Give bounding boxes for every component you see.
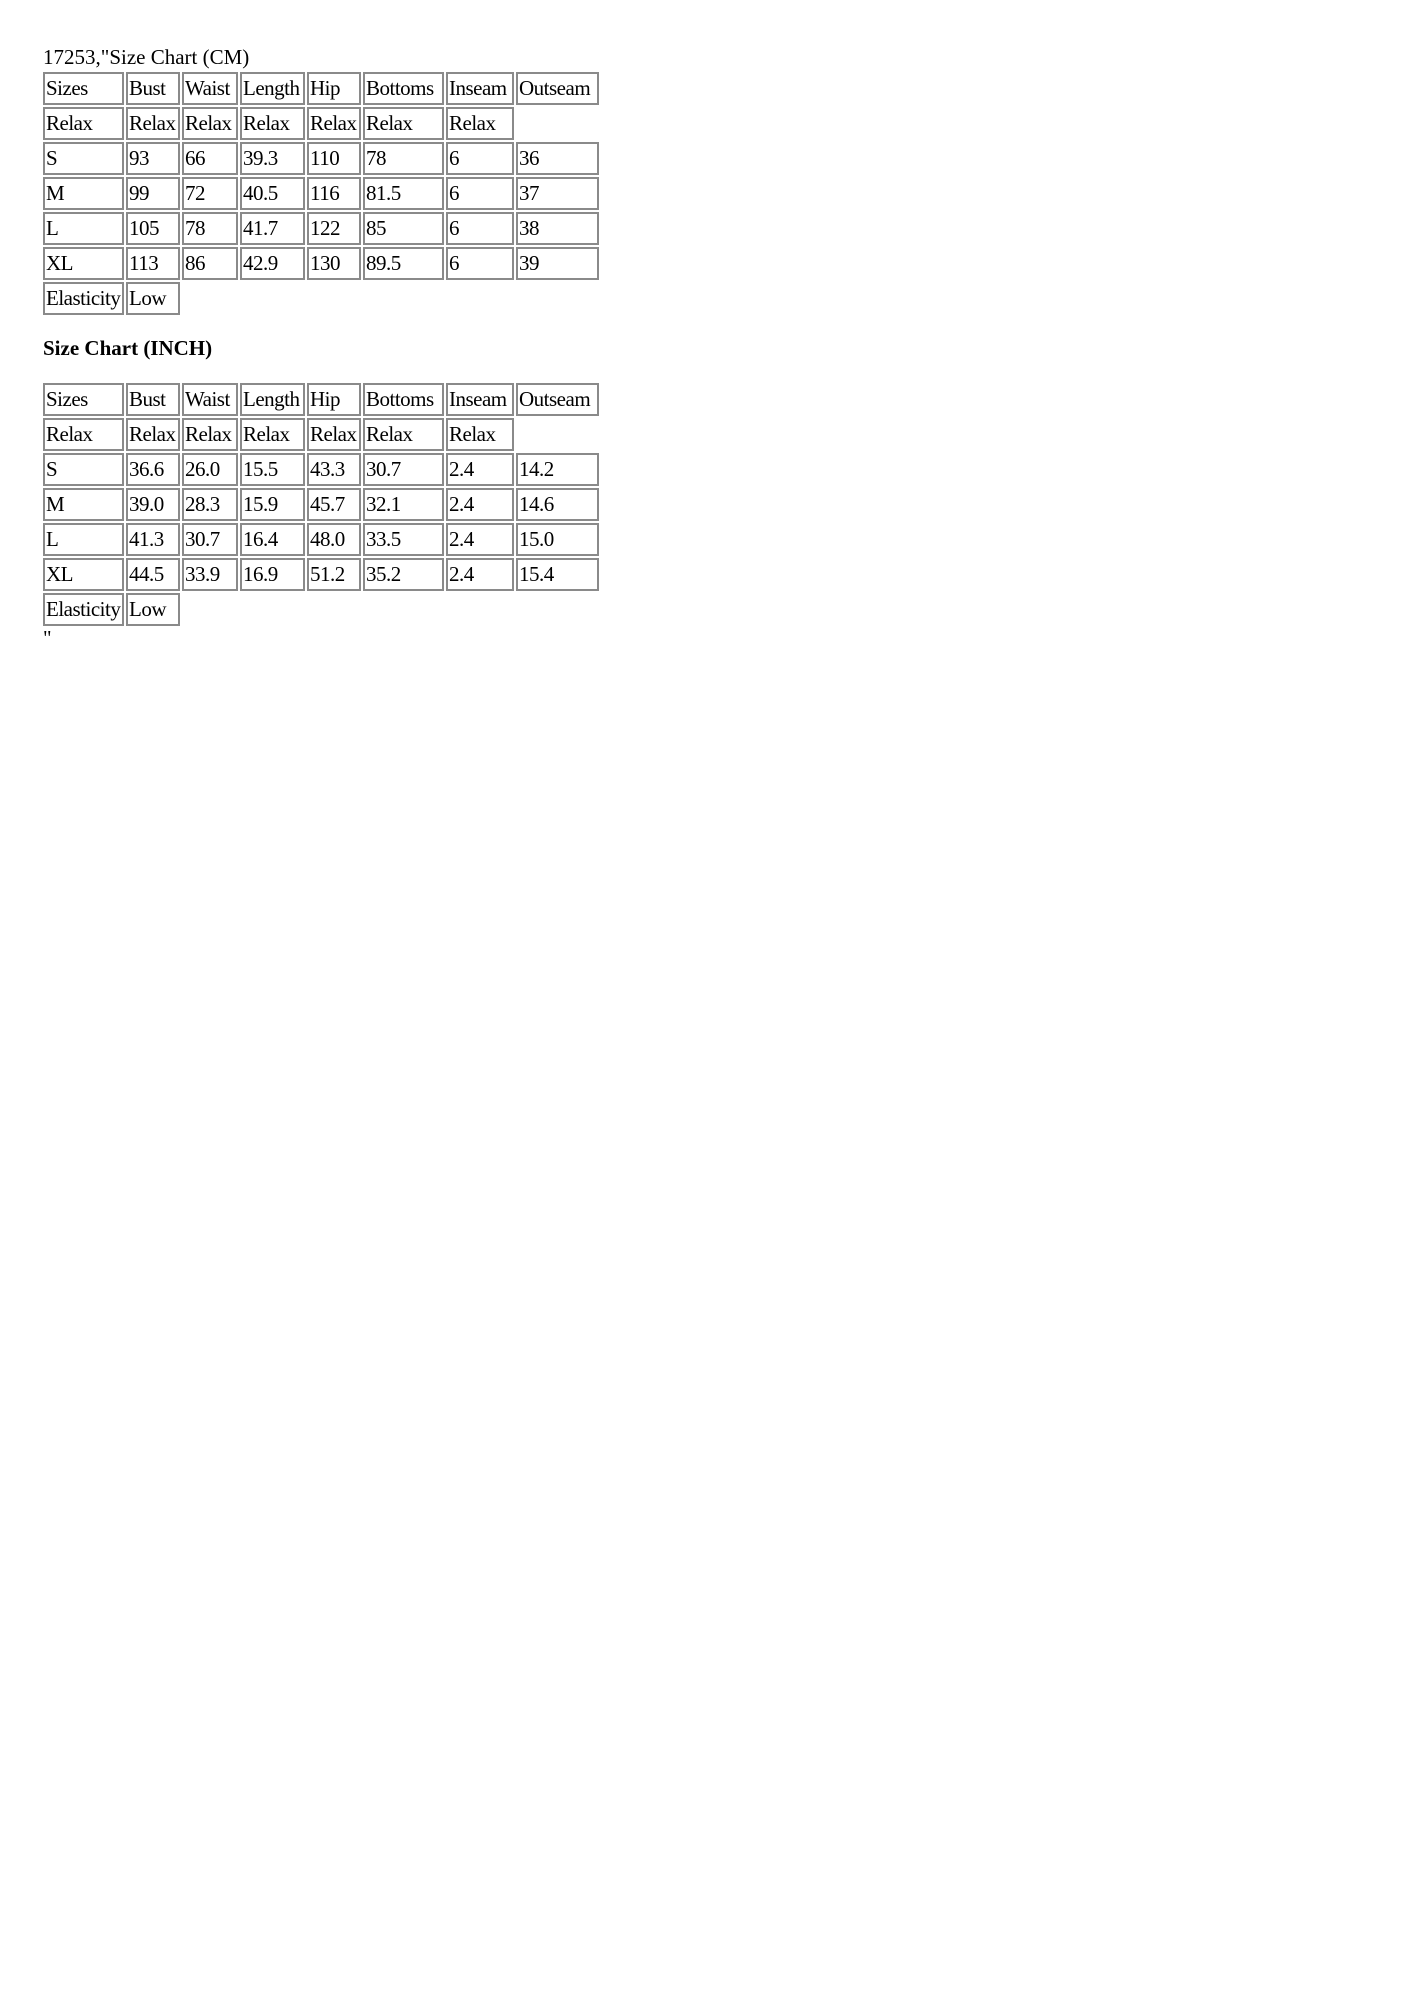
table-cell: Sizes <box>43 72 124 105</box>
table-cell: Outseam <box>516 383 599 416</box>
table-row <box>43 177 599 210</box>
table-cell: 6 <box>446 177 514 210</box>
table-cell: 15.4 <box>516 558 599 591</box>
table-cell: Relax <box>126 418 180 451</box>
table-cell: 2.4 <box>446 488 514 521</box>
empty-cell <box>446 282 514 315</box>
table-cell: Inseam <box>446 72 514 105</box>
table-cell: 33.5 <box>363 523 444 556</box>
table-cell: 89.5 <box>363 247 444 280</box>
table-cell: 86 <box>182 247 238 280</box>
table-cell: 105 <box>126 212 180 245</box>
empty-cell <box>516 107 599 140</box>
table-cell: Hip <box>307 72 361 105</box>
document-page <box>43 44 601 648</box>
table-cell: Bottoms <box>363 383 444 416</box>
table-cell: S <box>43 453 124 486</box>
table-cell: Relax <box>182 418 238 451</box>
empty-cell <box>307 282 361 315</box>
table-cell: Waist <box>182 383 238 416</box>
empty-cell <box>363 593 444 626</box>
size-chart-inch-heading: Size Chart (INCH) <box>43 336 213 360</box>
table-cell: M <box>43 177 124 210</box>
table-cell: Length <box>240 72 305 105</box>
table-cell: Relax <box>43 107 124 140</box>
table-cell: 48.0 <box>307 523 361 556</box>
table-cell: 14.2 <box>516 453 599 486</box>
empty-cell <box>516 282 599 315</box>
table-cell: 16.9 <box>240 558 305 591</box>
table-row <box>43 558 599 591</box>
table-cell: Outseam <box>516 72 599 105</box>
table-cell: 37 <box>516 177 599 210</box>
table-cell: Sizes <box>43 383 124 416</box>
table-cell: Waist <box>182 72 238 105</box>
size-chart-cm-table <box>41 70 601 317</box>
empty-cell <box>363 282 444 315</box>
table-cell: 122 <box>307 212 361 245</box>
table-row <box>43 383 599 416</box>
closing-quote: " <box>43 626 52 650</box>
table-cell: 43.3 <box>307 453 361 486</box>
table-cell: 113 <box>126 247 180 280</box>
table-row <box>43 453 599 486</box>
table-cell: M <box>43 488 124 521</box>
table-cell: 130 <box>307 247 361 280</box>
table-cell: 6 <box>446 212 514 245</box>
table-cell: 39.0 <box>126 488 180 521</box>
empty-cell <box>182 593 238 626</box>
table-cell: Relax <box>182 107 238 140</box>
table-cell: 99 <box>126 177 180 210</box>
size-chart-inch-table <box>41 381 601 628</box>
table-cell: 40.5 <box>240 177 305 210</box>
table-cell: 14.6 <box>516 488 599 521</box>
table-cell: 51.2 <box>307 558 361 591</box>
table-cell: S <box>43 142 124 175</box>
intro-line: 17253,"Size Chart (CM) <box>43 45 250 69</box>
table-cell: 32.1 <box>363 488 444 521</box>
table-row <box>43 107 599 140</box>
table-cell: 2.4 <box>446 523 514 556</box>
empty-cell <box>240 593 305 626</box>
empty-cell <box>182 282 238 315</box>
table-cell: Relax <box>307 418 361 451</box>
table-cell: 42.9 <box>240 247 305 280</box>
table-row <box>43 523 599 556</box>
table-cell: Bust <box>126 72 180 105</box>
table-cell: Elasticity <box>43 593 124 626</box>
table-cell: Relax <box>307 107 361 140</box>
table-row <box>43 247 599 280</box>
table-cell: XL <box>43 247 124 280</box>
empty-cell <box>307 593 361 626</box>
table-cell: L <box>43 212 124 245</box>
table-cell: Relax <box>43 418 124 451</box>
table-cell: 72 <box>182 177 238 210</box>
table-cell: 30.7 <box>182 523 238 556</box>
table-cell: 15.0 <box>516 523 599 556</box>
table-cell: 116 <box>307 177 361 210</box>
table-row <box>43 72 599 105</box>
table-cell: Bust <box>126 383 180 416</box>
table-cell: Relax <box>363 418 444 451</box>
table-cell: Low <box>126 282 180 315</box>
table-cell: 36.6 <box>126 453 180 486</box>
table-cell: 41.3 <box>126 523 180 556</box>
table-cell: 93 <box>126 142 180 175</box>
empty-cell <box>240 282 305 315</box>
table-cell: Bottoms <box>363 72 444 105</box>
table-cell: 15.5 <box>240 453 305 486</box>
table-cell: L <box>43 523 124 556</box>
table-row <box>43 418 599 451</box>
table-cell: Hip <box>307 383 361 416</box>
table-cell: 66 <box>182 142 238 175</box>
table-cell: 33.9 <box>182 558 238 591</box>
table-cell: 35.2 <box>363 558 444 591</box>
table-cell: 16.4 <box>240 523 305 556</box>
table-cell: 6 <box>446 247 514 280</box>
table-row <box>43 593 599 626</box>
table-cell: Length <box>240 383 305 416</box>
table-cell: Elasticity <box>43 282 124 315</box>
table-cell: 28.3 <box>182 488 238 521</box>
table-cell: Relax <box>446 418 514 451</box>
table-row <box>43 282 599 315</box>
table-cell: 78 <box>363 142 444 175</box>
table-cell: 110 <box>307 142 361 175</box>
empty-cell <box>516 593 599 626</box>
table-cell: 2.4 <box>446 453 514 486</box>
table-cell: 45.7 <box>307 488 361 521</box>
table-cell: 39.3 <box>240 142 305 175</box>
empty-cell <box>516 418 599 451</box>
table-cell: Relax <box>363 107 444 140</box>
table-cell: Relax <box>446 107 514 140</box>
table-row <box>43 212 599 245</box>
table-cell: Inseam <box>446 383 514 416</box>
table-row <box>43 142 599 175</box>
table-cell: 39 <box>516 247 599 280</box>
table-cell: XL <box>43 558 124 591</box>
table-cell: Relax <box>240 418 305 451</box>
table-cell: 41.7 <box>240 212 305 245</box>
empty-cell <box>446 593 514 626</box>
table-cell: 85 <box>363 212 444 245</box>
table-cell: 81.5 <box>363 177 444 210</box>
table-cell: 78 <box>182 212 238 245</box>
table-cell: Relax <box>126 107 180 140</box>
table-cell: 6 <box>446 142 514 175</box>
table-cell: 44.5 <box>126 558 180 591</box>
table-cell: Relax <box>240 107 305 140</box>
table-cell: Low <box>126 593 180 626</box>
table-row <box>43 488 599 521</box>
table-cell: 30.7 <box>363 453 444 486</box>
table-cell: 38 <box>516 212 599 245</box>
table-cell: 2.4 <box>446 558 514 591</box>
table-cell: 36 <box>516 142 599 175</box>
table-cell: 15.9 <box>240 488 305 521</box>
table-cell: 26.0 <box>182 453 238 486</box>
